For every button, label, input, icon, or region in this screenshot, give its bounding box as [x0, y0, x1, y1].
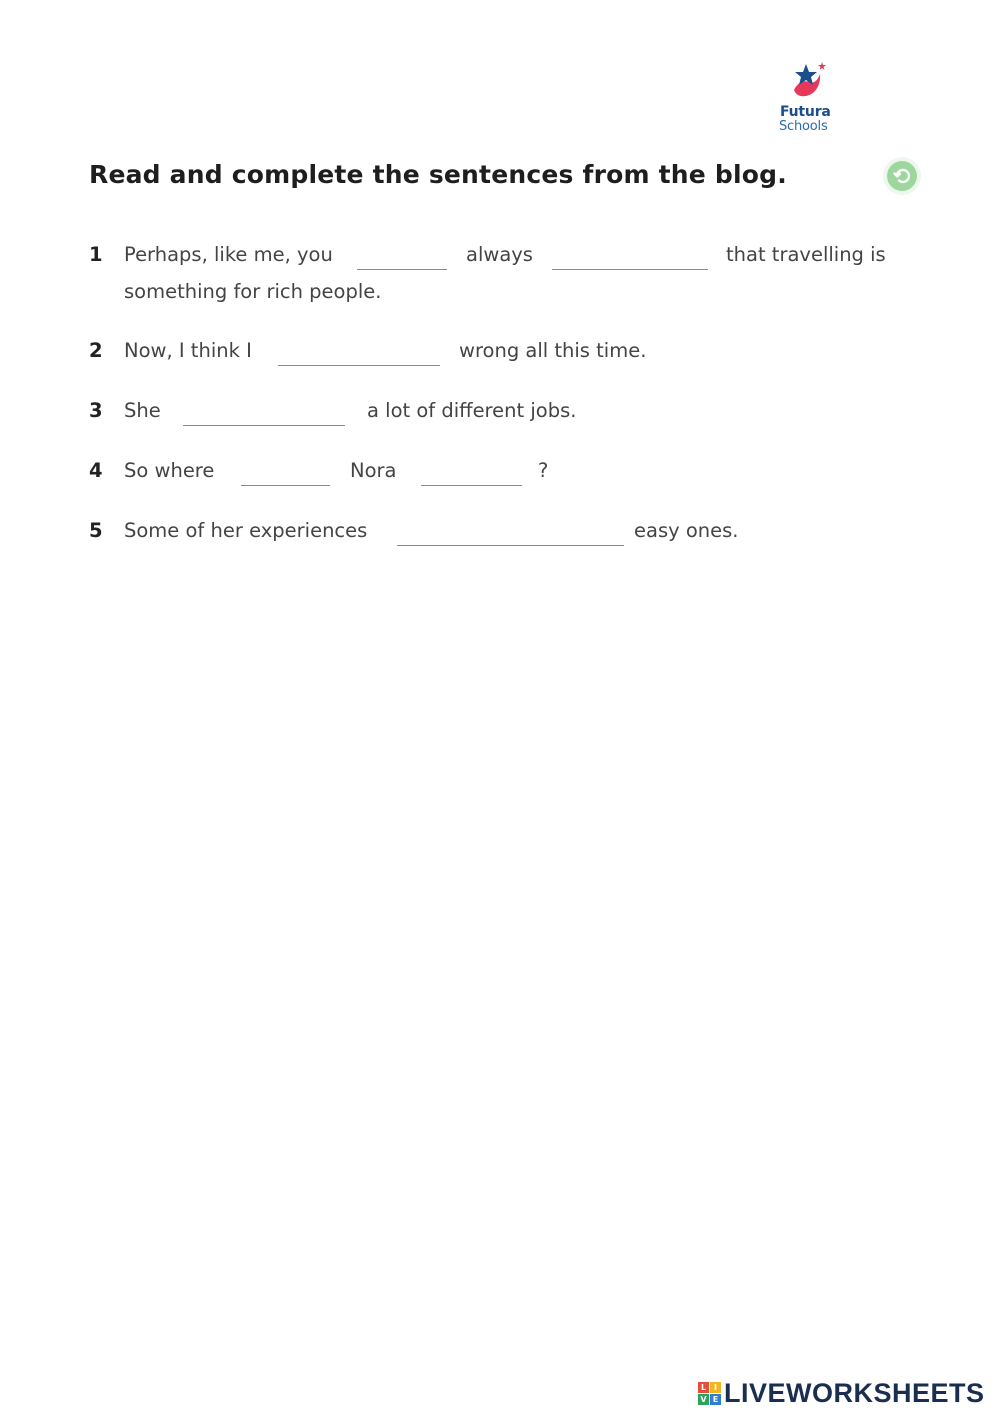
icon-letter: V: [698, 1394, 709, 1405]
reset-icon: [892, 166, 912, 186]
sentence-text: a lot of different jobs.: [367, 399, 577, 422]
sentence-text: wrong all this time.: [459, 339, 647, 362]
icon-letter: L: [698, 1382, 709, 1393]
sentence-text: Nora: [350, 459, 397, 482]
item-number: 4: [89, 459, 103, 482]
answer-input-1a[interactable]: [357, 243, 447, 270]
icon-letter: I: [710, 1382, 721, 1393]
sentence-text: ?: [538, 459, 549, 482]
sentence-text: Some of her experiences: [124, 519, 368, 542]
sentence-text: always: [466, 243, 533, 266]
answer-input-3[interactable]: [183, 399, 345, 426]
liveworksheets-brand: LIVEWORKSHEETS: [724, 1377, 985, 1408]
answer-input-4b[interactable]: [421, 459, 522, 486]
item-number: 5: [89, 519, 103, 542]
reset-button[interactable]: [883, 157, 921, 195]
answer-input-1b[interactable]: [552, 243, 708, 270]
sentence-text: Now, I think I: [124, 339, 252, 362]
futura-schools-logo: [776, 60, 842, 136]
item-number: 1: [89, 243, 103, 266]
item-number: 3: [89, 399, 103, 422]
reset-button-inner: [887, 161, 917, 191]
logo-text-futura: Futura: [780, 104, 831, 120]
sentence-text: that travelling is: [726, 243, 886, 266]
sentence-text: easy ones.: [634, 519, 739, 542]
sentence-text: So where: [124, 459, 215, 482]
sentence-text: She: [124, 399, 161, 422]
page-title: Read and complete the sentences from the blog.: [89, 160, 787, 189]
answer-input-4a[interactable]: [241, 459, 330, 486]
liveworksheets-icon: [698, 1382, 721, 1405]
item-number: 2: [89, 339, 103, 362]
liveworksheets-footer[interactable]: [698, 1378, 985, 1408]
answer-input-5[interactable]: [397, 519, 624, 546]
sentence-text: Perhaps, like me, you: [124, 243, 333, 266]
futura-logo-icon: [788, 60, 832, 104]
logo-text-schools: Schools: [779, 119, 828, 134]
sentence-text: something for rich people.: [124, 280, 382, 303]
icon-letter: E: [710, 1394, 721, 1405]
answer-input-2[interactable]: [278, 339, 440, 366]
